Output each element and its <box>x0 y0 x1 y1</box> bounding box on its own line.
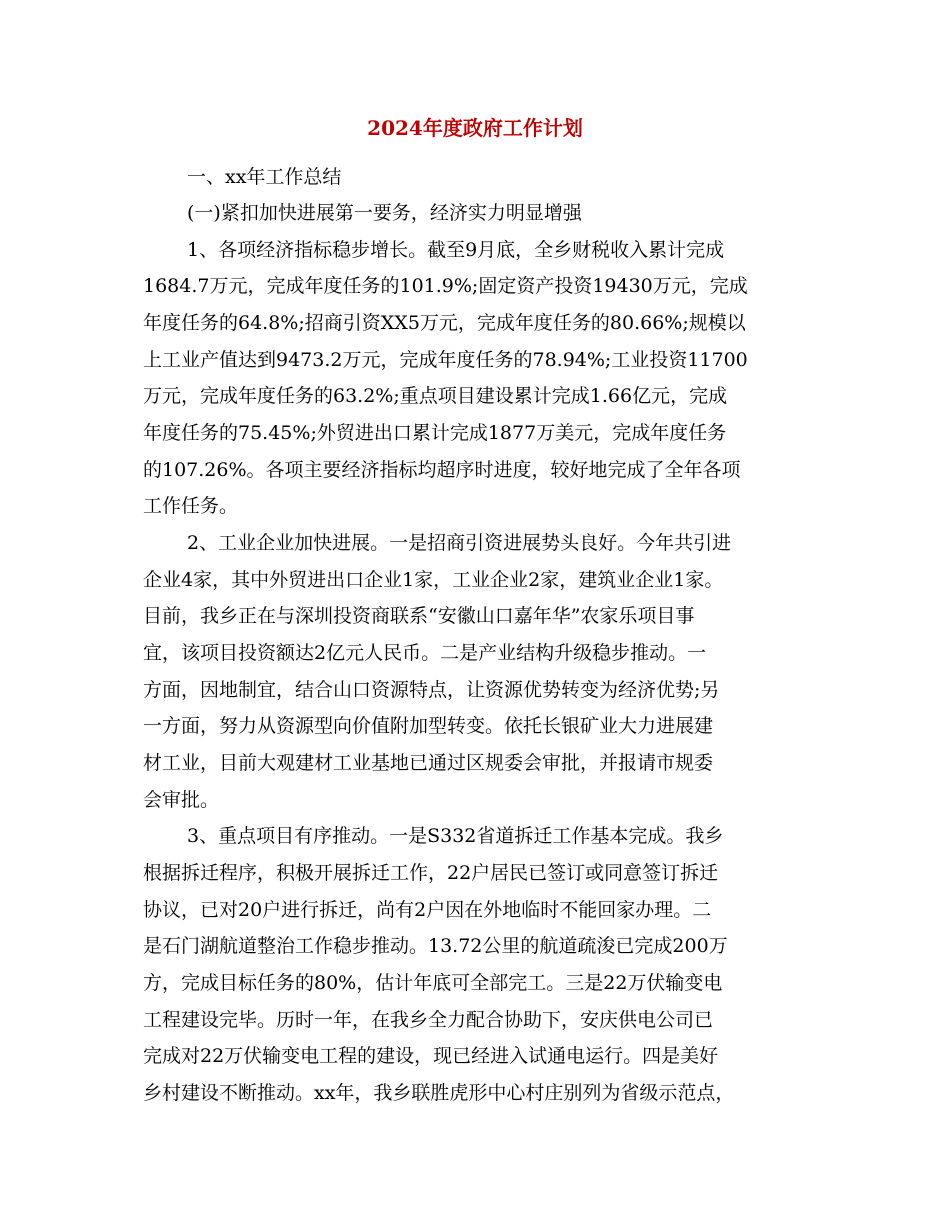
paragraph-line: 协议，已对20户进行拆迁，尚有2户因在外地临时不能回家办理。二 <box>143 899 712 921</box>
paragraph-line: 上工业产值达到9473.2万元，完成年度任务的78.94%;工业投资11700 <box>143 349 748 371</box>
paragraph-line: 2、工业企业加快进展。一是招商引资进展势头良好。今年共引进 <box>187 532 732 554</box>
paragraph-line: 目前，我乡正在与深圳投资商联系“安徽山口嘉年华”农家乐项目事 <box>143 605 695 627</box>
paragraph-line: 一方面，努力从资源型向价值附加型转变。依托长银矿业大力进展建 <box>143 715 714 737</box>
paragraph-line: 方，完成目标任务的80%，估计年底可全部完工。三是22万伏输变电 <box>143 972 723 994</box>
paragraph-line: 年度任务的64.8%;招商引资XX5万元，完成年度任务的80.66%;规模以 <box>143 312 746 334</box>
paragraph-line: 根据拆迁程序，积极开展拆迁工作，22户居民已签订或同意签订拆迁 <box>143 862 719 884</box>
document-title: 2024年度政府工作计划 <box>367 116 583 140</box>
paragraph-line: 1684.7万元，完成年度任务的101.9%;固定资产投资19430万元，完成 <box>143 275 748 297</box>
paragraph-line: 年度任务的75.45%;外贸进出口累计完成1877万美元，完成年度任务 <box>143 422 727 444</box>
paragraph-line: 企业4家，其中外贸进出口企业1家，工业企业2家，建筑业企业1家。 <box>143 569 724 591</box>
paragraph-line: 方面，因地制宜，结合山口资源特点，让资源优势转变为经济优势;另 <box>143 679 720 701</box>
subsection-heading: (一)紧扣加快进展第一要务，经济实力明显增强 <box>187 202 582 224</box>
paragraph-line: 完成对22万伏输变电工程的建设，现已经进入试通电运行。四是美好 <box>143 1045 719 1067</box>
paragraph-line: 会审批。 <box>143 789 220 811</box>
section-heading: 一、xx年工作总结 <box>187 166 342 188</box>
paragraph-line: 乡村建设不断推动。xx年，我乡联胜虎形中心村庄别列为省级示范点， <box>143 1082 735 1104</box>
paragraph-line: 工作任务。 <box>143 495 239 517</box>
paragraph-line: 工程建设完毕。历时一年，在我乡全力配合协助下，安庆供电公司已 <box>143 1009 714 1031</box>
paragraph-line: 是石门湖航道整治工作稳步推动。13.72公里的航道疏浚已完成200万 <box>143 935 728 957</box>
paragraph-line: 的107.26%。各项主要经济指标均超序时进度，较好地完成了全年各项 <box>143 459 741 481</box>
paragraph-line: 材工业，目前大观建材工业基地已通过区规委会审批，并报请市规委 <box>143 752 714 774</box>
paragraph-line: 宜，该项目投资额达2亿元人民币。二是产业结构升级稳步推动。一 <box>143 642 707 664</box>
paragraph-line: 3、重点项目有序推动。一是S332省道拆迁工作基本完成。我乡 <box>187 825 724 847</box>
paragraph-line: 1、各项经济指标稳步增长。截至9月底，全乡财税收入累计完成 <box>187 239 725 261</box>
paragraph-line: 万元，完成年度任务的63.2%;重点项目建设累计完成1.66亿元，完成 <box>143 385 728 407</box>
